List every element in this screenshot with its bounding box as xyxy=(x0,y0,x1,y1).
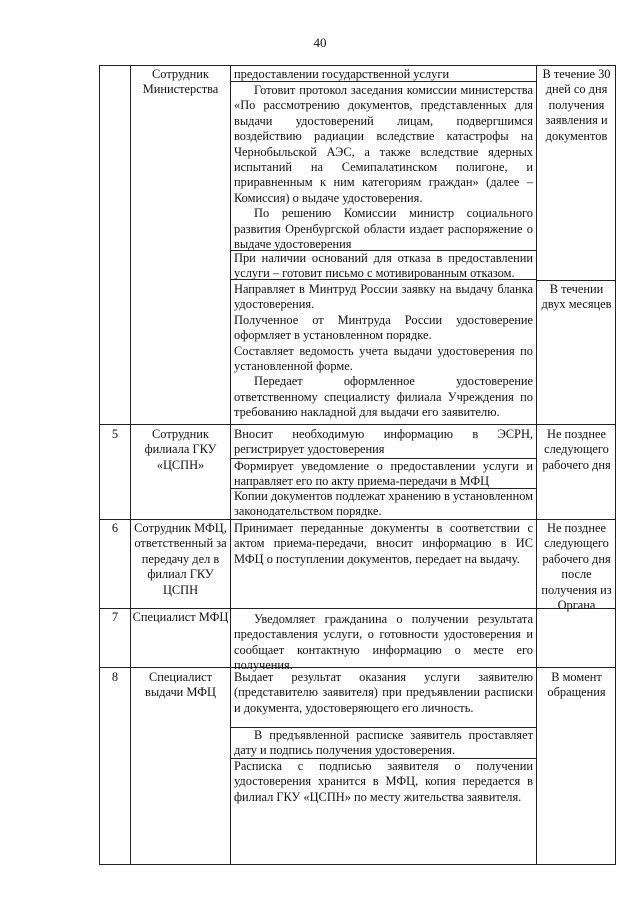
description-text: Полученное от Минтруда России удостоверение оформляет в установленном порядке. xyxy=(234,312,533,343)
row-number: 8 xyxy=(111,670,119,684)
description-block xyxy=(234,670,533,716)
description-block xyxy=(234,612,533,674)
description-text: Передает оформленное удостоверение ответственному специалисту филиала Учреждения по требованию накладной для выдачи его заявителю. xyxy=(234,374,533,420)
description-text: Копии документов подлежат хранению в установленном законодательством порядке. xyxy=(234,489,533,519)
description-block xyxy=(234,521,533,567)
row-number: 6 xyxy=(111,521,119,535)
description-text: При наличии оснований для отказа в предоставлении услуги – готовит письмо с мотивированным отказом. xyxy=(234,251,533,281)
deadline-cell: В момент обращения xyxy=(547,670,606,700)
page-number: 40 xyxy=(313,35,327,50)
description-text: Принимает переданные документы в соответствии с актом приема-передачи, вносит информацию в ИС МФЦ о поступлении документов, передает на выдачу. xyxy=(234,521,533,566)
description-text: предоставлении государственной услуги xyxy=(234,67,450,81)
description-block xyxy=(234,759,533,805)
row-number: 5 xyxy=(111,427,119,441)
deadline-cell: В течение 30 дней со дня получения заявления и документов xyxy=(542,67,611,143)
description-block xyxy=(234,427,533,458)
description-block xyxy=(234,459,533,490)
description-text: Уведомляет гражданина о получении результата предоставления услуги, о готовности удостоверения и сообщает контактную информацию о месте его получения. xyxy=(234,612,533,673)
executor-cell: Специалист МФЦ xyxy=(132,610,229,624)
row-divider xyxy=(99,424,616,425)
deadline-cell: Не позднее следующего рабочего дня после получения из Органа xyxy=(541,521,612,613)
description-block xyxy=(234,489,533,520)
description-block xyxy=(234,67,533,82)
description-text: Направляет в Минтруд России заявку на выдачу бланка удостоверения. xyxy=(234,282,533,312)
description-text: В предъявленной расписке заявитель проставляет дату и подпись получения удостоверения. xyxy=(234,728,533,758)
column-divider xyxy=(536,65,537,865)
description-text: Вносит необходимую информацию в ЭСРН, регистрирует удостоверения xyxy=(234,427,533,457)
row-number: 7 xyxy=(111,610,119,624)
description-text: Готовит протокол заседания комиссии министерства «По рассмотрению документов, представленных для выдачи удостоверений лицам, подвергшимся воздействию радиации вследствие катастрофы на Чернобыльской АЭС, а также вследствие ядерных испытаний на Семипалатинском полигоне, и приравненным к ним категориям граждан» (далее – Комиссия) о выдаче удостоверения. xyxy=(234,83,533,205)
description-text: Расписка с подписью заявителя о получении удостоверения хранится в МФЦ, копия передается в филиал ГКУ «ЦСПН» по месту жительства заявителя. xyxy=(234,759,533,804)
description-text: Выдает результат оказания услуги заявителю (представителю заявителя) при предъявлении расписки и документа, удостоверяющего его личность. xyxy=(234,670,533,715)
column-divider xyxy=(130,65,131,865)
deadline-cell: В течении двух месяцев xyxy=(541,282,612,312)
description-text: Составляет ведомость учета выдачи удостоверения по установленной форме. xyxy=(234,343,533,374)
executor-cell: Специалист выдачи МФЦ xyxy=(144,670,217,700)
description-text: Формирует уведомление о предоставлении услуги и направляет его по акту приема-передачи в МФЦ xyxy=(234,459,533,489)
description-block xyxy=(234,251,533,282)
column-divider xyxy=(230,65,231,865)
executor-cell: Сотрудник филиала ГКУ «ЦСПН» xyxy=(144,427,217,472)
executor-cell: Сотрудник Министерства xyxy=(142,67,219,97)
description-block xyxy=(234,728,533,759)
description-block xyxy=(234,83,533,252)
description-text: По решению Комиссии министр социального развития Оренбургской области издает распоряжение о выдаче удостоверения xyxy=(234,206,533,252)
executor-cell: Сотрудник МФЦ, ответственный за передачу дел в филиал ГКУ ЦСПН xyxy=(134,521,227,597)
deadline-divider xyxy=(536,280,616,281)
deadline-cell: Не позднее следующего рабочего дня xyxy=(542,427,611,472)
description-block xyxy=(234,282,533,421)
